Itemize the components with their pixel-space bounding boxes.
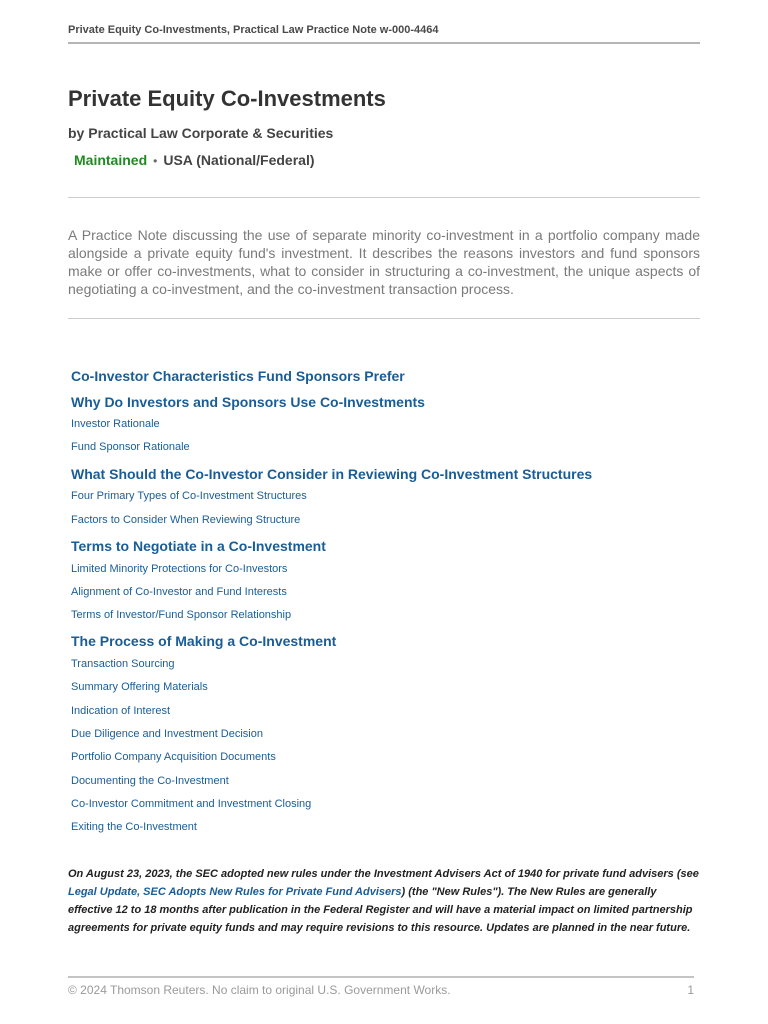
toc-subsection-link[interactable]: Documenting the Co-Investment — [71, 774, 229, 787]
notice-text-after: ) (the "New Rules"). The New Rules are generally effective 12 to 18 months after publication in the Federal Register and will have a material impact on limited partnership agreements for private equity funds and may require revisions to this resource. Updates are planned in the near future. — [68, 886, 693, 934]
toc-subsection-link[interactable]: Exiting the Co-Investment — [71, 821, 197, 834]
page-title: Private Equity Co-Investments — [68, 86, 386, 111]
toc-subsection-link[interactable]: Four Primary Types of Co-Investment Structures — [71, 490, 307, 503]
table-of-contents — [71, 366, 711, 843]
toc-subsection-link[interactable]: Portfolio Company Acquisition Documents — [71, 751, 276, 764]
legal-update-link[interactable]: Legal Update, SEC Adopts New Rules for Private Fund Advisers — [68, 886, 402, 898]
copyright-text: © 2024 Thomson Reuters. No claim to original U.S. Government Works. — [68, 983, 451, 997]
divider-bottom — [68, 318, 700, 319]
running-header: Private Equity Co-Investments, Practical Law Practice Note w-000-4464 — [68, 24, 700, 44]
toc-subsection-link[interactable]: Due Diligence and Investment Decision — [71, 727, 263, 740]
toc-subsection-link[interactable]: Investor Rationale — [71, 418, 160, 431]
maintained-status: Maintained — [74, 152, 148, 168]
divider-top — [68, 197, 700, 198]
status-row — [74, 152, 315, 168]
separator-dot: • — [153, 154, 158, 168]
page-number: 1 — [687, 983, 694, 997]
toc-subsection-link[interactable]: Fund Sponsor Rationale — [71, 441, 190, 454]
toc-subsection-link[interactable]: Co-Investor Commitment and Investment Closing — [71, 797, 312, 810]
toc-subsection-link[interactable]: Summary Offering Materials — [71, 681, 208, 694]
toc-subsection-link[interactable]: Terms of Investor/Fund Sponsor Relationship — [71, 609, 292, 622]
byline: by Practical Law Corporate & Securities — [68, 125, 334, 141]
toc-subsection-link[interactable]: Factors to Consider When Reviewing Structure — [71, 513, 301, 526]
toc-subsection-link[interactable]: Limited Minority Protections for Co-Investors — [71, 562, 288, 575]
toc-section-link[interactable]: Terms to Negotiate in a Co-Investment — [71, 537, 326, 554]
footer — [68, 976, 694, 997]
toc-subsection-link[interactable]: Alignment of Co-Investor and Fund Interests — [71, 585, 287, 598]
toc-subsection-link[interactable]: Transaction Sourcing — [71, 658, 175, 671]
toc-section-link[interactable]: What Should the Co-Investor Consider in Reviewing Co-Investment Structures — [71, 465, 593, 482]
toc-subsection-link[interactable]: Indication of Interest — [71, 704, 171, 717]
sec-update-notice — [68, 865, 700, 937]
toc-section-link[interactable]: Why Do Investors and Sponsors Use Co-Investments — [71, 393, 425, 410]
toc-section-link[interactable]: Co-Investor Characteristics Fund Sponsors Prefer — [71, 368, 405, 384]
jurisdiction: USA (National/Federal) — [163, 152, 315, 168]
notice-text-before: On August 23, 2023, the SEC adopted new rules under the Investment Advisers Act of 1940 for private fund advisers (see — [68, 868, 699, 880]
toc-section-link[interactable]: The Process of Making a Co-Investment — [71, 633, 337, 650]
abstract: A Practice Note discussing the use of separate minority co-investment in a portfolio company made alongside a private equity fund's investment. It describes the reasons investors and fund sponsors make or offer co-investments, what to consider in structuring a co-investment, the unique aspects of negotiating a co-investment, and the co-investment transaction process. — [68, 227, 700, 297]
